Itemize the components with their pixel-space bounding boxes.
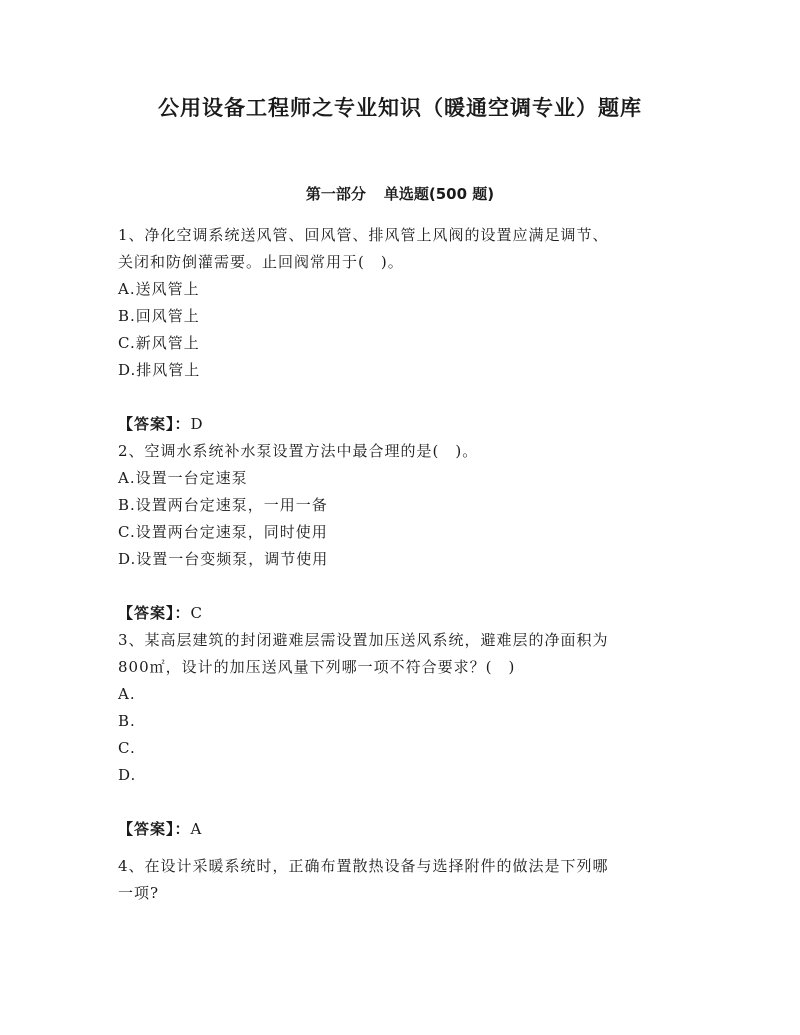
answer-value: A xyxy=(190,820,203,838)
option-d: D.排风管上 xyxy=(118,361,201,379)
option-d: D. xyxy=(118,766,137,784)
option-c: C. xyxy=(118,739,136,757)
answer-value: C xyxy=(190,604,203,622)
question-stem-line: 800㎡，设计的加压送风量下列哪一项不符合要求？( ) xyxy=(118,658,516,676)
section-part: 第一部分 xyxy=(305,185,366,203)
answer-label: 【答案】： xyxy=(118,604,191,622)
question-2 xyxy=(118,438,678,627)
option-c: C.新风管上 xyxy=(118,334,200,352)
question-stem-line: 关闭和防倒灌需要。止回阀常用于( )。 xyxy=(118,253,404,271)
question-stem-line: 4、在设计采暖系统时，正确布置散热设备与选择附件的做法是下列哪 xyxy=(118,857,609,875)
question-4 xyxy=(118,853,678,907)
question-3 xyxy=(118,627,678,843)
answer-line xyxy=(118,600,678,627)
option-a: A. xyxy=(118,685,136,703)
question-stem-line: 一项? xyxy=(118,884,160,902)
option-b: B. xyxy=(118,712,136,730)
answer-label: 【答案】： xyxy=(118,415,191,433)
option-c: C.设置两台定速泵，同时使用 xyxy=(118,523,328,541)
question-stem-line: 2、空调水系统补水泵设置方法中最合理的是( )。 xyxy=(118,442,479,460)
answer-label: 【答案】： xyxy=(118,820,191,838)
option-a: A.送风管上 xyxy=(118,280,200,298)
option-a: A.设置一台定速泵 xyxy=(118,469,248,487)
document-title: 公用设备工程师之专业知识（暖通空调专业）题库 xyxy=(158,96,642,120)
question-list xyxy=(118,222,678,907)
section-name: 单选题(500 题) xyxy=(383,185,495,203)
section-heading xyxy=(0,183,800,204)
question-stem-line: 1、净化空调系统送风管、回风管、排风管上风阀的设置应满足调节、 xyxy=(118,226,609,244)
question-stem-line: 3、某高层建筑的封闭避难层需设置加压送风系统，避难层的净面积为 xyxy=(118,631,609,649)
answer-line xyxy=(118,411,678,438)
option-b: B.设置两台定速泵，一用一备 xyxy=(118,496,328,514)
answer-line xyxy=(118,816,678,843)
question-1 xyxy=(118,222,678,438)
option-b: B.回风管上 xyxy=(118,307,200,325)
option-d: D.设置一台变频泵，调节使用 xyxy=(118,550,329,568)
answer-value: D xyxy=(190,415,204,433)
